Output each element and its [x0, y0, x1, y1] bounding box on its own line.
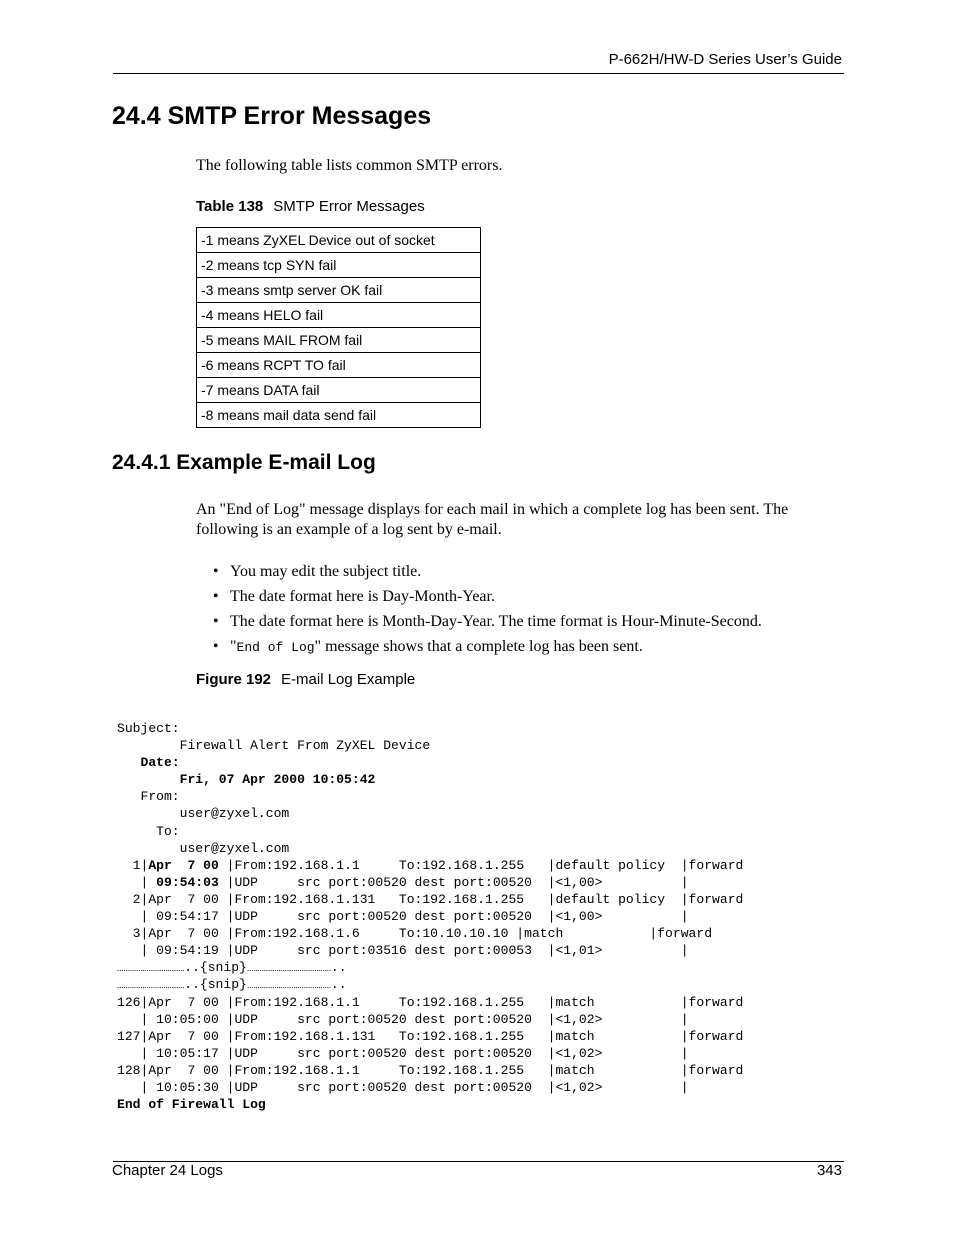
figure-caption-label: Figure 192 — [196, 671, 272, 688]
log-line: Firewall Alert From ZyXEL Device — [117, 738, 431, 754]
list-item — [213, 611, 762, 636]
running-header-title: P-662H/HW-D Series User’s Guide — [608, 51, 842, 68]
log-line: To: — [117, 823, 180, 839]
table-row — [197, 328, 481, 353]
table-cell: -4 means HELO fail — [197, 303, 481, 328]
log-line: | 09:54:17 |UDP src port:00520 dest port:00520 |<1,00> | — [117, 909, 689, 925]
table-cell: -2 means tcp SYN fail — [197, 253, 481, 278]
bullet-list — [213, 561, 762, 661]
bullet-icon: • — [213, 563, 219, 580]
log-line: 3|Apr 7 00 |From:192.168.1.6 To:10.10.10.10 |match |forward — [117, 926, 713, 942]
table-row — [197, 278, 481, 303]
list-item-text: You may edit the subject title. — [230, 563, 422, 580]
footer-chapter: Chapter 24 Logs — [112, 1162, 223, 1179]
list-item-text: " message shows that a complete log has been sent. — [314, 638, 643, 655]
log-end-line: End of Firewall Log — [117, 1097, 266, 1113]
log-line: 128|Apr 7 00 |From:192.168.1.1 To:192.168.1.255 |match |forward — [117, 1062, 744, 1078]
log-line: 126|Apr 7 00 |From:192.168.1.1 To:192.168.1.255 |match |forward — [117, 994, 744, 1010]
log-line: | 10:05:17 |UDP src port:00520 dest port:00520 |<1,02> | — [117, 1045, 689, 1061]
table-row — [197, 303, 481, 328]
body-paragraph: An "End of Log" message displays for each mail in which a complete log has been sent. The following is an example of a log sent by e-mail. — [196, 501, 789, 538]
log-line: 1|Apr 7 00 |From:192.168.1.1 To:192.168.1.255 |default policy |forward — [117, 857, 744, 873]
bullet-icon: • — [213, 638, 219, 655]
inline-code: End of Log — [236, 640, 315, 655]
email-log-example — [117, 720, 743, 1113]
log-line: From: — [117, 789, 180, 805]
log-line: | 10:05:00 |UDP src port:00520 dest port:00520 |<1,02> | — [117, 1011, 689, 1027]
log-line: 2|Apr 7 00 |From:192.168.1.131 To:192.168.1.255 |default policy |forward — [117, 891, 744, 907]
log-snip-line: ..................................{snip}.......................................... — [117, 960, 347, 976]
table-row — [197, 253, 481, 278]
table-row — [197, 378, 481, 403]
figure-caption-text: E-mail Log Example — [281, 671, 416, 688]
table-row — [197, 228, 481, 253]
table-cell: -5 means MAIL FROM fail — [197, 328, 481, 353]
list-item-text: The date format here is Month-Day-Year. The time format is Hour-Minute-Second. — [230, 613, 762, 630]
log-line: user@zyxel.com — [117, 840, 290, 856]
header-rule — [113, 73, 844, 74]
list-item — [213, 636, 762, 661]
log-line: user@zyxel.com — [117, 806, 290, 822]
bullet-icon: • — [213, 588, 219, 605]
log-line: Subject: — [117, 721, 180, 736]
subsection-heading: 24.4.1 Example E-mail Log — [112, 451, 376, 474]
table-cell: -3 means smtp server OK fail — [197, 278, 481, 303]
table-cell: -8 means mail data send fail — [197, 403, 481, 428]
list-item-text: The date format here is Day-Month-Year. — [230, 588, 495, 605]
figure-caption — [196, 671, 415, 688]
table-caption-label: Table 138 — [196, 198, 264, 215]
log-snip-line: ..................................{snip}.......................................... — [117, 977, 347, 993]
log-line: | 09:54:19 |UDP src port:03516 dest port:00053 |<1,01> | — [117, 943, 689, 959]
log-line: Fri, 07 Apr 2000 10:05:42 — [179, 772, 376, 788]
log-line: | 10:05:30 |UDP src port:00520 dest port:00520 |<1,02> | — [117, 1079, 689, 1095]
table-cell: -1 means ZyXEL Device out of socket — [197, 228, 481, 253]
smtp-error-table — [196, 227, 481, 428]
table-cell: -6 means RCPT TO fail — [197, 353, 481, 378]
intro-text: The following table lists common SMTP errors. — [196, 157, 503, 174]
table-caption — [196, 198, 425, 215]
list-item — [213, 561, 762, 586]
log-line: 127|Apr 7 00 |From:192.168.1.131 To:192.168.1.255 |match |forward — [117, 1028, 744, 1044]
log-line: | 09:54:03 |UDP src port:00520 dest port:00520 |<1,00> | — [117, 874, 689, 890]
bullet-icon: • — [213, 613, 219, 630]
section-heading: 24.4 SMTP Error Messages — [112, 102, 432, 130]
table-cell: -7 means DATA fail — [197, 378, 481, 403]
page-number: 343 — [816, 1162, 842, 1179]
table-row — [197, 353, 481, 378]
list-item — [213, 586, 762, 611]
table-caption-text: SMTP Error Messages — [273, 198, 425, 215]
table-row — [197, 403, 481, 428]
list-item-quote: " — [230, 638, 237, 655]
log-line: Date: — [140, 755, 180, 771]
